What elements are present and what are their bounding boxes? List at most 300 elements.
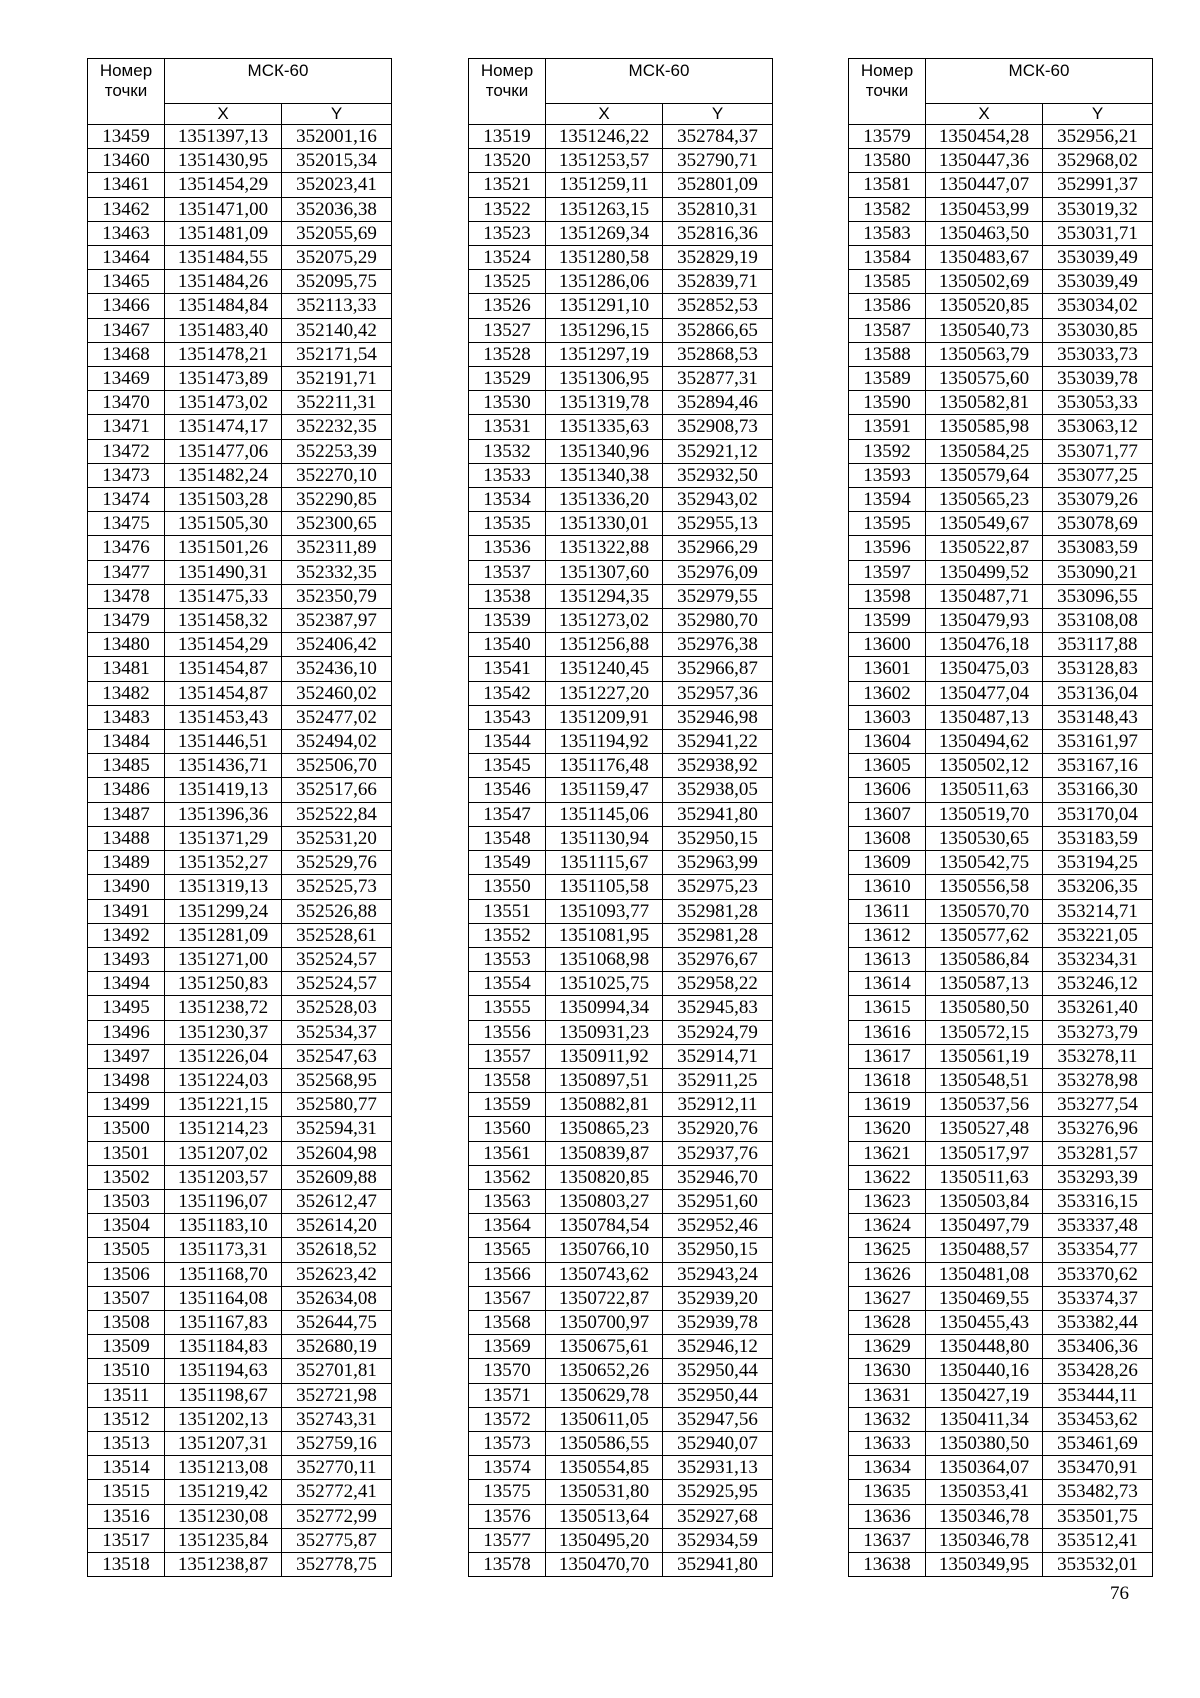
x-coordinate-cell: 1350563,79 bbox=[926, 342, 1043, 366]
point-number-cell: 13610 bbox=[849, 875, 926, 899]
point-number-cell: 13469 bbox=[88, 367, 165, 391]
point-number-cell: 13624 bbox=[849, 1214, 926, 1238]
y-coordinate-cell: 352950,44 bbox=[663, 1383, 773, 1407]
table-row bbox=[849, 1165, 1153, 1189]
x-coordinate-cell: 1350527,48 bbox=[926, 1117, 1043, 1141]
y-coordinate-cell: 352517,66 bbox=[282, 778, 392, 802]
table-row bbox=[88, 681, 392, 705]
point-number-cell: 13596 bbox=[849, 536, 926, 560]
point-number-cell: 13632 bbox=[849, 1407, 926, 1431]
point-number-cell: 13569 bbox=[469, 1335, 546, 1359]
x-coordinate-cell: 1350477,04 bbox=[926, 681, 1043, 705]
y-coordinate-cell: 353453,62 bbox=[1043, 1407, 1153, 1431]
coordinates-table-1 bbox=[87, 58, 392, 1577]
y-coordinate-cell: 352612,47 bbox=[282, 1189, 392, 1213]
y-coordinate-cell: 352943,24 bbox=[663, 1262, 773, 1286]
x-coordinate-cell: 1350897,51 bbox=[546, 1068, 663, 1092]
point-number-cell: 13551 bbox=[469, 899, 546, 923]
table-row bbox=[849, 826, 1153, 850]
table-row bbox=[849, 778, 1153, 802]
y-coordinate-cell: 352790,71 bbox=[663, 149, 773, 173]
y-coordinate-cell: 353276,96 bbox=[1043, 1117, 1153, 1141]
x-coordinate-cell: 1351253,57 bbox=[546, 149, 663, 173]
point-number-cell: 13489 bbox=[88, 851, 165, 875]
table-row bbox=[849, 1407, 1153, 1431]
table-row bbox=[88, 391, 392, 415]
y-coordinate-cell: 352634,08 bbox=[282, 1286, 392, 1310]
table-row bbox=[88, 173, 392, 197]
x-coordinate-cell: 1351286,06 bbox=[546, 270, 663, 294]
x-coordinate-cell: 1350469,55 bbox=[926, 1286, 1043, 1310]
point-number-cell: 13481 bbox=[88, 657, 165, 681]
x-coordinate-cell: 1350447,07 bbox=[926, 173, 1043, 197]
y-coordinate-cell: 353148,43 bbox=[1043, 705, 1153, 729]
table-row bbox=[849, 657, 1153, 681]
y-coordinate-cell: 352743,31 bbox=[282, 1407, 392, 1431]
x-coordinate-cell: 1350349,95 bbox=[926, 1552, 1043, 1576]
table-row bbox=[469, 560, 773, 584]
x-coordinate-cell: 1350994,34 bbox=[546, 996, 663, 1020]
y-coordinate-cell: 353316,15 bbox=[1043, 1189, 1153, 1213]
y-coordinate-cell: 352956,21 bbox=[1043, 125, 1153, 149]
y-coordinate-cell: 353090,21 bbox=[1043, 560, 1153, 584]
x-coordinate-cell: 1350520,85 bbox=[926, 294, 1043, 318]
point-number-cell: 13606 bbox=[849, 778, 926, 802]
table-row bbox=[849, 705, 1153, 729]
table-row bbox=[88, 270, 392, 294]
y-coordinate-cell: 353034,02 bbox=[1043, 294, 1153, 318]
x-coordinate-cell: 1350411,34 bbox=[926, 1407, 1043, 1431]
x-coordinate-cell: 1350575,60 bbox=[926, 367, 1043, 391]
table-row bbox=[88, 1093, 392, 1117]
y-coordinate-cell: 352015,34 bbox=[282, 149, 392, 173]
table-row bbox=[88, 512, 392, 536]
y-coordinate-cell: 352701,81 bbox=[282, 1359, 392, 1383]
x-coordinate-cell: 1351130,94 bbox=[546, 826, 663, 850]
x-coordinate-cell: 1350549,67 bbox=[926, 512, 1043, 536]
point-number-cell: 13636 bbox=[849, 1504, 926, 1528]
table-row bbox=[88, 1165, 392, 1189]
y-coordinate-cell: 352350,79 bbox=[282, 584, 392, 608]
table-row bbox=[849, 391, 1153, 415]
point-number-cell: 13533 bbox=[469, 463, 546, 487]
table-row bbox=[88, 1214, 392, 1238]
point-number-cell: 13547 bbox=[469, 802, 546, 826]
y-coordinate-cell: 352528,03 bbox=[282, 996, 392, 1020]
point-number-cell: 13474 bbox=[88, 488, 165, 512]
coordinate-system-header: МСК-60 bbox=[546, 59, 773, 104]
table-row bbox=[469, 730, 773, 754]
table-row bbox=[469, 1286, 773, 1310]
x-coordinate-cell: 1350513,64 bbox=[546, 1504, 663, 1528]
point-number-cell: 13637 bbox=[849, 1528, 926, 1552]
table-row bbox=[469, 1238, 773, 1262]
point-number-cell: 13555 bbox=[469, 996, 546, 1020]
y-coordinate-cell: 352171,54 bbox=[282, 342, 392, 366]
table-row bbox=[469, 681, 773, 705]
point-number-cell: 13528 bbox=[469, 342, 546, 366]
point-number-cell: 13570 bbox=[469, 1359, 546, 1383]
y-coordinate-cell: 352912,11 bbox=[663, 1093, 773, 1117]
table-row bbox=[88, 609, 392, 633]
point-number-cell: 13554 bbox=[469, 972, 546, 996]
table-row bbox=[88, 536, 392, 560]
point-number-cell: 13590 bbox=[849, 391, 926, 415]
point-number-cell: 13576 bbox=[469, 1504, 546, 1528]
point-number-cell: 13466 bbox=[88, 294, 165, 318]
point-number-cell: 13635 bbox=[849, 1480, 926, 1504]
y-coordinate-cell: 352921,12 bbox=[663, 439, 773, 463]
point-number-cell: 13493 bbox=[88, 947, 165, 971]
x-coordinate-cell: 1351250,83 bbox=[165, 972, 282, 996]
y-coordinate-cell: 352191,71 bbox=[282, 367, 392, 391]
x-coordinate-cell: 1350470,70 bbox=[546, 1552, 663, 1576]
x-coordinate-cell: 1351213,08 bbox=[165, 1456, 282, 1480]
x-coordinate-cell: 1350353,41 bbox=[926, 1480, 1043, 1504]
table-row bbox=[469, 1189, 773, 1213]
y-coordinate-cell: 352055,69 bbox=[282, 221, 392, 245]
table-row bbox=[849, 1117, 1153, 1141]
point-number-cell: 13506 bbox=[88, 1262, 165, 1286]
x-coordinate-cell: 1350380,50 bbox=[926, 1431, 1043, 1455]
coordinates-table-2 bbox=[468, 58, 773, 1577]
table-row bbox=[849, 318, 1153, 342]
point-number-cell: 13475 bbox=[88, 512, 165, 536]
x-coordinate-cell: 1350570,70 bbox=[926, 899, 1043, 923]
y-coordinate-cell: 352680,19 bbox=[282, 1335, 392, 1359]
x-coordinate-cell: 1351322,88 bbox=[546, 536, 663, 560]
y-coordinate-cell: 352951,60 bbox=[663, 1189, 773, 1213]
y-coordinate-cell: 352939,78 bbox=[663, 1310, 773, 1334]
table-row bbox=[469, 947, 773, 971]
x-coordinate-cell: 1350561,19 bbox=[926, 1044, 1043, 1068]
point-number-cell: 13622 bbox=[849, 1165, 926, 1189]
point-number-cell: 13538 bbox=[469, 584, 546, 608]
y-coordinate-cell: 353079,26 bbox=[1043, 488, 1153, 512]
x-coordinate-cell: 1351336,20 bbox=[546, 488, 663, 512]
y-coordinate-cell: 353078,69 bbox=[1043, 512, 1153, 536]
x-coordinate-cell: 1351259,11 bbox=[546, 173, 663, 197]
point-number-cell: 13602 bbox=[849, 681, 926, 705]
point-number-cell: 13488 bbox=[88, 826, 165, 850]
x-coordinate-cell: 1351352,27 bbox=[165, 851, 282, 875]
y-coordinate-cell: 352952,46 bbox=[663, 1214, 773, 1238]
y-coordinate-cell: 352778,75 bbox=[282, 1552, 392, 1576]
x-coordinate-cell: 1351068,98 bbox=[546, 947, 663, 971]
point-number-cell: 13514 bbox=[88, 1456, 165, 1480]
x-coordinate-cell: 1351306,95 bbox=[546, 367, 663, 391]
table-row bbox=[469, 270, 773, 294]
table-row bbox=[849, 633, 1153, 657]
x-coordinate-cell: 1350502,12 bbox=[926, 754, 1043, 778]
table-row bbox=[469, 1552, 773, 1576]
table-row bbox=[849, 221, 1153, 245]
table-row bbox=[469, 173, 773, 197]
point-number-cell: 13584 bbox=[849, 246, 926, 270]
table-row bbox=[469, 1383, 773, 1407]
y-coordinate-cell: 352894,46 bbox=[663, 391, 773, 415]
x-coordinate-cell: 1351291,10 bbox=[546, 294, 663, 318]
table-row bbox=[469, 1335, 773, 1359]
point-number-cell: 13563 bbox=[469, 1189, 546, 1213]
table-row bbox=[849, 560, 1153, 584]
table-row bbox=[88, 367, 392, 391]
table-row bbox=[849, 149, 1153, 173]
y-coordinate-cell: 352290,85 bbox=[282, 488, 392, 512]
y-coordinate-cell: 352924,79 bbox=[663, 1020, 773, 1044]
point-number-cell: 13535 bbox=[469, 512, 546, 536]
point-number-cell: 13600 bbox=[849, 633, 926, 657]
y-coordinate-cell: 352941,22 bbox=[663, 730, 773, 754]
x-coordinate-cell: 1351221,15 bbox=[165, 1093, 282, 1117]
x-coordinate-cell: 1351484,55 bbox=[165, 246, 282, 270]
x-coordinate-cell: 1351458,32 bbox=[165, 609, 282, 633]
point-number-cell: 13502 bbox=[88, 1165, 165, 1189]
y-coordinate-cell: 352784,37 bbox=[663, 125, 773, 149]
table-row bbox=[469, 1431, 773, 1455]
y-coordinate-cell: 352529,76 bbox=[282, 851, 392, 875]
point-number-cell: 13478 bbox=[88, 584, 165, 608]
x-column-header: X bbox=[926, 104, 1043, 125]
y-coordinate-cell: 352759,16 bbox=[282, 1431, 392, 1455]
table-row bbox=[469, 705, 773, 729]
x-coordinate-cell: 1350582,81 bbox=[926, 391, 1043, 415]
x-coordinate-cell: 1351240,45 bbox=[546, 657, 663, 681]
table-row bbox=[88, 826, 392, 850]
x-coordinate-cell: 1350675,61 bbox=[546, 1335, 663, 1359]
y-coordinate-cell: 352772,41 bbox=[282, 1480, 392, 1504]
x-coordinate-cell: 1350700,97 bbox=[546, 1310, 663, 1334]
point-number-cell: 13536 bbox=[469, 536, 546, 560]
x-coordinate-cell: 1351483,40 bbox=[165, 318, 282, 342]
table-row bbox=[88, 1141, 392, 1165]
point-number-cell: 13562 bbox=[469, 1165, 546, 1189]
table-row bbox=[88, 1238, 392, 1262]
point-number-cell: 13470 bbox=[88, 391, 165, 415]
x-coordinate-cell: 1351105,58 bbox=[546, 875, 663, 899]
x-coordinate-cell: 1350453,99 bbox=[926, 197, 1043, 221]
y-coordinate-cell: 352938,92 bbox=[663, 754, 773, 778]
x-coordinate-cell: 1350364,07 bbox=[926, 1456, 1043, 1480]
y-coordinate-cell: 352300,65 bbox=[282, 512, 392, 536]
y-coordinate-cell: 353374,37 bbox=[1043, 1286, 1153, 1310]
point-number-cell: 13509 bbox=[88, 1335, 165, 1359]
x-coordinate-cell: 1351297,19 bbox=[546, 342, 663, 366]
point-number-cell: 13581 bbox=[849, 173, 926, 197]
table-row bbox=[849, 342, 1153, 366]
x-coordinate-cell: 1350476,18 bbox=[926, 633, 1043, 657]
y-coordinate-cell: 352772,99 bbox=[282, 1504, 392, 1528]
table-row bbox=[88, 923, 392, 947]
y-coordinate-cell: 353281,57 bbox=[1043, 1141, 1153, 1165]
table-row bbox=[469, 802, 773, 826]
table-row bbox=[469, 1504, 773, 1528]
point-number-cell: 13567 bbox=[469, 1286, 546, 1310]
x-coordinate-cell: 1351484,84 bbox=[165, 294, 282, 318]
y-coordinate-cell: 353501,75 bbox=[1043, 1504, 1153, 1528]
point-number-cell: 13510 bbox=[88, 1359, 165, 1383]
x-coordinate-cell: 1351214,23 bbox=[165, 1117, 282, 1141]
table-row bbox=[849, 270, 1153, 294]
table-row bbox=[88, 560, 392, 584]
table-row bbox=[469, 1310, 773, 1334]
y-coordinate-cell: 352406,42 bbox=[282, 633, 392, 657]
table-row bbox=[88, 1310, 392, 1334]
x-coordinate-cell: 1350455,43 bbox=[926, 1310, 1043, 1334]
x-coordinate-cell: 1351396,36 bbox=[165, 802, 282, 826]
x-coordinate-cell: 1351203,57 bbox=[165, 1165, 282, 1189]
x-coordinate-cell: 1350554,85 bbox=[546, 1456, 663, 1480]
table-row bbox=[88, 633, 392, 657]
point-number-cell: 13494 bbox=[88, 972, 165, 996]
x-coordinate-cell: 1350556,58 bbox=[926, 875, 1043, 899]
table-row bbox=[469, 294, 773, 318]
point-number-cell: 13638 bbox=[849, 1552, 926, 1576]
point-number-header: Номер точки bbox=[88, 59, 165, 125]
point-number-cell: 13595 bbox=[849, 512, 926, 536]
table-row bbox=[88, 1552, 392, 1576]
x-coordinate-cell: 1350454,28 bbox=[926, 125, 1043, 149]
y-coordinate-cell: 352770,11 bbox=[282, 1456, 392, 1480]
y-column-header: Y bbox=[663, 104, 773, 125]
y-coordinate-cell: 352528,61 bbox=[282, 923, 392, 947]
x-coordinate-cell: 1351025,75 bbox=[546, 972, 663, 996]
table-row bbox=[88, 125, 392, 149]
table-row bbox=[88, 318, 392, 342]
point-number-cell: 13498 bbox=[88, 1068, 165, 1092]
point-number-cell: 13574 bbox=[469, 1456, 546, 1480]
y-coordinate-cell: 353019,32 bbox=[1043, 197, 1153, 221]
y-coordinate-cell: 352816,36 bbox=[663, 221, 773, 245]
x-coordinate-cell: 1350346,78 bbox=[926, 1528, 1043, 1552]
x-coordinate-cell: 1350820,85 bbox=[546, 1165, 663, 1189]
y-coordinate-cell: 352140,42 bbox=[282, 318, 392, 342]
y-coordinate-cell: 353161,97 bbox=[1043, 730, 1153, 754]
y-coordinate-cell: 352852,53 bbox=[663, 294, 773, 318]
y-coordinate-cell: 352966,29 bbox=[663, 536, 773, 560]
table-row bbox=[469, 1528, 773, 1552]
table-row bbox=[88, 1528, 392, 1552]
table-row bbox=[469, 342, 773, 366]
point-number-header: Номер точки bbox=[469, 59, 546, 125]
x-coordinate-cell: 1351173,31 bbox=[165, 1238, 282, 1262]
table-row bbox=[849, 536, 1153, 560]
point-number-cell: 13545 bbox=[469, 754, 546, 778]
point-number-cell: 13524 bbox=[469, 246, 546, 270]
x-coordinate-cell: 1351183,10 bbox=[165, 1214, 282, 1238]
y-coordinate-cell: 352023,41 bbox=[282, 173, 392, 197]
y-coordinate-cell: 353461,69 bbox=[1043, 1431, 1153, 1455]
table-row bbox=[88, 754, 392, 778]
x-coordinate-cell: 1350803,27 bbox=[546, 1189, 663, 1213]
y-coordinate-cell: 352332,35 bbox=[282, 560, 392, 584]
table-row bbox=[88, 1480, 392, 1504]
y-coordinate-cell: 352839,71 bbox=[663, 270, 773, 294]
table-row bbox=[469, 488, 773, 512]
x-coordinate-cell: 1351281,09 bbox=[165, 923, 282, 947]
x-coordinate-cell: 1351159,47 bbox=[546, 778, 663, 802]
point-number-cell: 13483 bbox=[88, 705, 165, 729]
y-coordinate-cell: 352810,31 bbox=[663, 197, 773, 221]
table-row bbox=[88, 1504, 392, 1528]
y-coordinate-cell: 352506,70 bbox=[282, 754, 392, 778]
point-number-cell: 13477 bbox=[88, 560, 165, 584]
y-coordinate-cell: 353053,33 bbox=[1043, 391, 1153, 415]
table-row bbox=[849, 173, 1153, 197]
y-coordinate-cell: 352618,52 bbox=[282, 1238, 392, 1262]
x-coordinate-cell: 1350882,81 bbox=[546, 1093, 663, 1117]
point-number-cell: 13520 bbox=[469, 149, 546, 173]
y-coordinate-cell: 352981,28 bbox=[663, 923, 773, 947]
x-coordinate-cell: 1350584,25 bbox=[926, 439, 1043, 463]
table-row bbox=[849, 367, 1153, 391]
point-number-cell: 13623 bbox=[849, 1189, 926, 1213]
x-coordinate-cell: 1351219,42 bbox=[165, 1480, 282, 1504]
point-number-cell: 13539 bbox=[469, 609, 546, 633]
table-row bbox=[88, 1407, 392, 1431]
x-coordinate-cell: 1350481,08 bbox=[926, 1262, 1043, 1286]
point-number-cell: 13601 bbox=[849, 657, 926, 681]
y-coordinate-cell: 353039,78 bbox=[1043, 367, 1153, 391]
x-coordinate-cell: 1350542,75 bbox=[926, 851, 1043, 875]
table-row bbox=[849, 1286, 1153, 1310]
y-coordinate-cell: 352968,02 bbox=[1043, 149, 1153, 173]
y-coordinate-cell: 353077,25 bbox=[1043, 463, 1153, 487]
y-coordinate-cell: 352494,02 bbox=[282, 730, 392, 754]
table-row bbox=[849, 1044, 1153, 1068]
y-coordinate-cell: 352775,87 bbox=[282, 1528, 392, 1552]
y-coordinate-cell: 352095,75 bbox=[282, 270, 392, 294]
table-row bbox=[469, 899, 773, 923]
x-coordinate-cell: 1350531,80 bbox=[546, 1480, 663, 1504]
table-row bbox=[469, 536, 773, 560]
point-number-cell: 13548 bbox=[469, 826, 546, 850]
y-coordinate-cell: 352460,02 bbox=[282, 681, 392, 705]
x-coordinate-cell: 1351490,31 bbox=[165, 560, 282, 584]
y-coordinate-cell: 352914,71 bbox=[663, 1044, 773, 1068]
table-row bbox=[849, 681, 1153, 705]
table-row bbox=[849, 899, 1153, 923]
x-coordinate-cell: 1350519,70 bbox=[926, 802, 1043, 826]
y-coordinate-cell: 352966,87 bbox=[663, 657, 773, 681]
point-number-cell: 13607 bbox=[849, 802, 926, 826]
y-coordinate-cell: 352522,84 bbox=[282, 802, 392, 826]
table-row bbox=[849, 1359, 1153, 1383]
x-coordinate-cell: 1351446,51 bbox=[165, 730, 282, 754]
point-number-cell: 13589 bbox=[849, 367, 926, 391]
y-coordinate-cell: 352387,97 bbox=[282, 609, 392, 633]
table-row bbox=[849, 1189, 1153, 1213]
x-coordinate-cell: 1351430,95 bbox=[165, 149, 282, 173]
coordinate-system-header: МСК-60 bbox=[165, 59, 392, 104]
x-coordinate-cell: 1351269,34 bbox=[546, 221, 663, 245]
table-row bbox=[849, 851, 1153, 875]
table-row bbox=[849, 512, 1153, 536]
y-coordinate-cell: 352946,98 bbox=[663, 705, 773, 729]
y-coordinate-cell: 352866,65 bbox=[663, 318, 773, 342]
x-coordinate-cell: 1350572,15 bbox=[926, 1020, 1043, 1044]
y-coordinate-cell: 352253,39 bbox=[282, 439, 392, 463]
x-coordinate-cell: 1350475,03 bbox=[926, 657, 1043, 681]
table-row bbox=[849, 1214, 1153, 1238]
point-number-cell: 13468 bbox=[88, 342, 165, 366]
point-number-cell: 13566 bbox=[469, 1262, 546, 1286]
table-row bbox=[849, 1383, 1153, 1407]
table-row bbox=[849, 875, 1153, 899]
x-coordinate-cell: 1350540,73 bbox=[926, 318, 1043, 342]
table-row bbox=[849, 415, 1153, 439]
y-coordinate-cell: 352955,13 bbox=[663, 512, 773, 536]
